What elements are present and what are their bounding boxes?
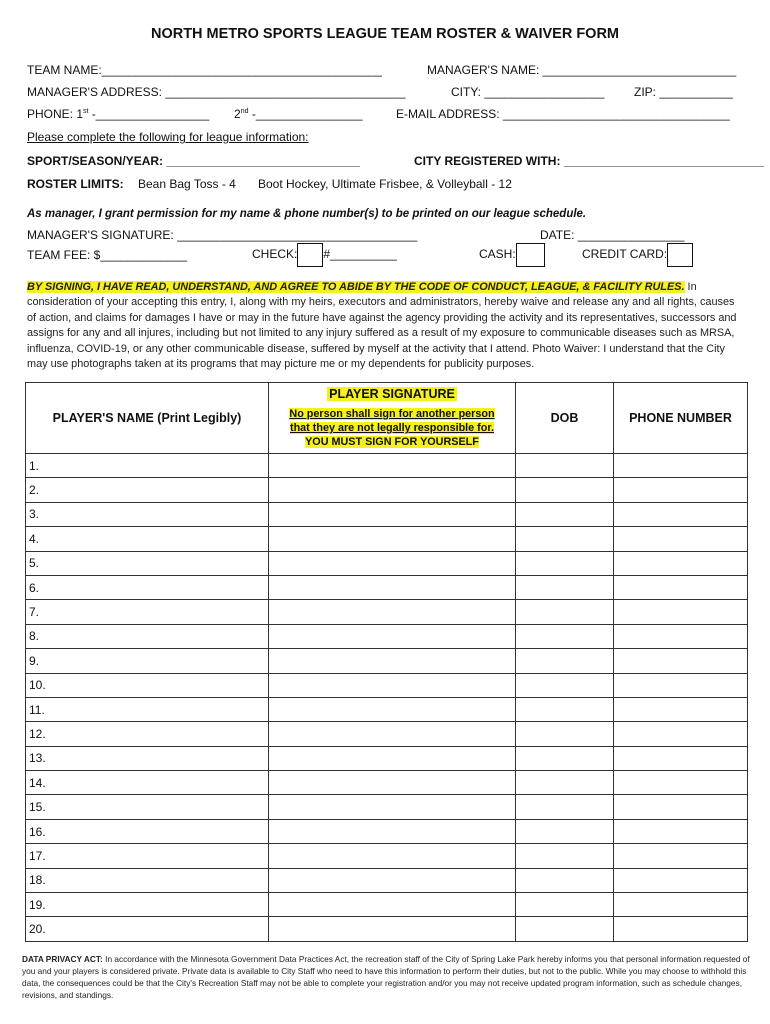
phone-cell[interactable] bbox=[614, 697, 748, 721]
player-name-cell[interactable] bbox=[26, 771, 269, 795]
dob-cell[interactable] bbox=[516, 893, 614, 917]
table-row bbox=[26, 771, 748, 795]
row-number: 15. bbox=[29, 800, 46, 815]
form-title: NORTH METRO SPORTS LEAGUE TEAM ROSTER & WAIVER FORM bbox=[150, 26, 620, 42]
player-name-cell[interactable] bbox=[26, 697, 269, 721]
table-row bbox=[26, 697, 748, 721]
roster-limits-label: ROSTER LIMITS: bbox=[27, 177, 124, 191]
row-number: 1. bbox=[29, 458, 40, 473]
city-registered-field[interactable]: CITY REGISTERED WITH: ______________________________ bbox=[414, 154, 764, 168]
player-signature-cell[interactable] bbox=[269, 722, 516, 746]
phone-1-label: PHONE: 1 bbox=[27, 107, 84, 121]
phone-cell[interactable] bbox=[614, 893, 748, 917]
table-row bbox=[26, 673, 748, 697]
phone-cell[interactable] bbox=[614, 551, 748, 575]
data-privacy-label: DATA PRIVACY ACT: bbox=[22, 954, 103, 964]
check-group bbox=[252, 243, 397, 267]
player-signature-cell[interactable] bbox=[269, 893, 516, 917]
email-field[interactable]: E-MAIL ADDRESS: __________________________________ bbox=[396, 107, 730, 121]
dob-cell[interactable] bbox=[516, 478, 614, 502]
table-row bbox=[26, 454, 748, 478]
zip-field[interactable]: ZIP: ___________ bbox=[634, 85, 733, 99]
phone-cell[interactable] bbox=[614, 527, 748, 551]
phone-cell[interactable] bbox=[614, 819, 748, 843]
sport-season-year-field[interactable]: SPORT/SEASON/YEAR: _____________________________ bbox=[27, 154, 360, 168]
table-row bbox=[26, 624, 748, 648]
player-signature-cell[interactable] bbox=[269, 551, 516, 575]
table-row bbox=[26, 575, 748, 599]
row-number: 6. bbox=[29, 580, 40, 595]
table-row bbox=[26, 844, 748, 868]
phone-2-label: 2 bbox=[234, 107, 241, 121]
player-name-cell[interactable] bbox=[26, 722, 269, 746]
player-signature-cell[interactable] bbox=[269, 502, 516, 526]
player-name-cell[interactable] bbox=[26, 868, 269, 892]
dob-cell[interactable] bbox=[516, 697, 614, 721]
player-signature-cell[interactable] bbox=[269, 746, 516, 770]
cash-checkbox[interactable] bbox=[516, 243, 545, 267]
phone-1-field[interactable] bbox=[27, 107, 209, 121]
table-row bbox=[26, 722, 748, 746]
row-number: 13. bbox=[29, 751, 46, 766]
row-number: 7. bbox=[29, 605, 40, 620]
phone-cell[interactable] bbox=[614, 917, 748, 941]
player-name-cell[interactable] bbox=[26, 673, 269, 697]
managers-address-field[interactable]: MANAGER'S ADDRESS: ____________________________________ bbox=[27, 85, 406, 99]
player-signature-cell[interactable] bbox=[269, 624, 516, 648]
table-row bbox=[26, 917, 748, 941]
phone-cell[interactable] bbox=[614, 771, 748, 795]
player-signature-cell[interactable] bbox=[269, 600, 516, 624]
row-number: 9. bbox=[29, 653, 40, 668]
roster-limit-teams: Boot Hockey, Ultimate Frisbee, & Volleyball - 12 bbox=[258, 177, 512, 191]
check-number-field[interactable]: #__________ bbox=[323, 247, 397, 262]
dob-cell[interactable] bbox=[516, 917, 614, 941]
table-row bbox=[26, 527, 748, 551]
signature-note bbox=[289, 407, 494, 449]
phone-1-sup: st bbox=[83, 108, 89, 115]
player-name-cell[interactable] bbox=[26, 649, 269, 673]
row-number: 12. bbox=[29, 726, 46, 741]
row-number: 4. bbox=[29, 531, 40, 546]
dob-cell[interactable] bbox=[516, 868, 614, 892]
permission-statement: As manager, I grant permission for my name & phone number(s) to be printed on our league schedule. bbox=[27, 208, 587, 220]
player-signature-cell[interactable] bbox=[269, 819, 516, 843]
data-privacy-notice bbox=[22, 953, 750, 1001]
dob-cell[interactable] bbox=[516, 502, 614, 526]
phone-2-sup: nd bbox=[240, 108, 249, 115]
table-row bbox=[26, 868, 748, 892]
dob-cell[interactable] bbox=[516, 771, 614, 795]
city-field[interactable]: CITY: __________________ bbox=[451, 85, 605, 99]
table-row bbox=[26, 893, 748, 917]
phone-2-field[interactable] bbox=[234, 107, 363, 121]
row-number: 14. bbox=[29, 775, 46, 790]
player-name-cell[interactable] bbox=[26, 551, 269, 575]
table-row bbox=[26, 795, 748, 819]
player-name-cell[interactable] bbox=[26, 454, 269, 478]
player-name-cell[interactable] bbox=[26, 600, 269, 624]
player-signature-cell[interactable] bbox=[269, 527, 516, 551]
roster-header-row bbox=[26, 383, 748, 454]
player-name-cell[interactable] bbox=[26, 502, 269, 526]
player-name-cell[interactable] bbox=[26, 527, 269, 551]
player-signature-cell[interactable] bbox=[269, 478, 516, 502]
row-number: 17. bbox=[29, 848, 46, 863]
player-name-cell[interactable] bbox=[26, 746, 269, 770]
player-name-cell[interactable] bbox=[26, 917, 269, 941]
dob-cell[interactable] bbox=[516, 795, 614, 819]
row-number: 20. bbox=[29, 922, 46, 937]
phone-cell[interactable] bbox=[614, 746, 748, 770]
row-number: 5. bbox=[29, 556, 40, 571]
phone-cell[interactable] bbox=[614, 624, 748, 648]
player-signature-heading: PLAYER SIGNATURE bbox=[329, 387, 455, 401]
dob-cell[interactable] bbox=[516, 600, 614, 624]
player-signature-cell[interactable] bbox=[269, 697, 516, 721]
col-header-player-signature bbox=[269, 383, 516, 454]
phone-cell[interactable] bbox=[614, 454, 748, 478]
table-row bbox=[26, 746, 748, 770]
check-label: CHECK: bbox=[252, 247, 298, 262]
dob-cell[interactable] bbox=[516, 454, 614, 478]
dob-cell[interactable] bbox=[516, 819, 614, 843]
phone-cell[interactable] bbox=[614, 600, 748, 624]
waiver-body: In consideration of your accepting this entry, I, along with my heirs, executors and administrators, hereby waive and release any and all rights, causes of action, and claims for damages I have or may in the future have against the agency providing the activity and its representatives, successors and assigns for any and all injures, including but not limited to any injury suffered as a result of my exposure to communicable diseases such as MRSA, influenza, COVID-19, or any other communicable disease, suffered by myself at the activity that I attend. Photo Waiver: I understand that the City may use photographs taken at its programs that may picture me or my dependents for publicity purposes. bbox=[27, 281, 737, 371]
player-signature-cell[interactable] bbox=[269, 454, 516, 478]
phone-cell[interactable] bbox=[614, 795, 748, 819]
row-number: 2. bbox=[29, 483, 40, 498]
credit-card-group bbox=[582, 243, 693, 267]
player-name-cell[interactable] bbox=[26, 575, 269, 599]
dob-cell[interactable] bbox=[516, 624, 614, 648]
roster-table bbox=[25, 382, 748, 942]
waiver-lead: BY SIGNING, I HAVE READ, UNDERSTAND, AND AGREE TO ABIDE BY THE CODE OF CONDUCT, LEAGUE, & FACILITY RULES. bbox=[27, 281, 685, 293]
phone-cell[interactable] bbox=[614, 868, 748, 892]
phone-cell[interactable] bbox=[614, 673, 748, 697]
player-signature-cell[interactable] bbox=[269, 844, 516, 868]
credit-card-checkbox[interactable] bbox=[667, 243, 693, 267]
player-name-cell[interactable] bbox=[26, 893, 269, 917]
player-signature-cell[interactable] bbox=[269, 771, 516, 795]
player-signature-cell[interactable] bbox=[269, 649, 516, 673]
team-fee-field[interactable]: TEAM FEE: $_____________ bbox=[27, 248, 188, 262]
player-name-cell[interactable] bbox=[26, 844, 269, 868]
dob-cell[interactable] bbox=[516, 551, 614, 575]
phone-2-line: -________________ bbox=[248, 107, 363, 121]
row-number: 11. bbox=[29, 702, 45, 717]
col-header-dob: DOB bbox=[516, 383, 614, 454]
player-signature-cell[interactable] bbox=[269, 868, 516, 892]
table-row bbox=[26, 551, 748, 575]
roster-limit-bean-bag: Bean Bag Toss - 4 bbox=[138, 177, 236, 191]
table-row bbox=[26, 502, 748, 526]
player-name-cell[interactable] bbox=[26, 624, 269, 648]
please-complete-note: Please complete the following for league information: bbox=[27, 130, 309, 144]
dob-cell[interactable] bbox=[516, 746, 614, 770]
cash-label: CASH: bbox=[479, 247, 516, 262]
managers-name-field[interactable]: MANAGER'S NAME: _____________________________ bbox=[427, 63, 737, 77]
table-row bbox=[26, 819, 748, 843]
managers-signature-field[interactable]: MANAGER'S SIGNATURE: ____________________________________ bbox=[27, 228, 418, 242]
data-privacy-text: In accordance with the Minnesota Government Data Practices Act, the recreation staff of the City of Spring Lake Park hereby informs you that personal information requested of you and your players is considered private. Private data is available to City Staff who need to have this information to perform their duties, but not to the public. While you may choose to withhold this data, the consequences could be that the City's Recreation Staff may not be able to complete your registration and/or you may not receive updated program information, such as schedule changes, revisions, and standings. bbox=[22, 954, 750, 1000]
phone-1-line: -_________________ bbox=[88, 107, 210, 121]
player-signature-cell[interactable] bbox=[269, 917, 516, 941]
col-header-phone: PHONE NUMBER bbox=[614, 383, 748, 454]
phone-cell[interactable] bbox=[614, 722, 748, 746]
team-name-field[interactable]: TEAM NAME:__________________________________________ bbox=[27, 63, 382, 77]
phone-cell[interactable] bbox=[614, 649, 748, 673]
row-number: 3. bbox=[29, 507, 40, 522]
dob-cell[interactable] bbox=[516, 575, 614, 599]
player-signature-cell[interactable] bbox=[269, 673, 516, 697]
row-number: 18. bbox=[29, 873, 46, 888]
dob-cell[interactable] bbox=[516, 649, 614, 673]
player-name-cell[interactable] bbox=[26, 795, 269, 819]
row-number: 10. bbox=[29, 678, 46, 693]
dob-cell[interactable] bbox=[516, 722, 614, 746]
credit-card-label: CREDIT CARD: bbox=[582, 247, 668, 262]
row-number: 19. bbox=[29, 897, 46, 912]
signature-note-line-3: YOU MUST SIGN FOR YOURSELF bbox=[305, 436, 479, 448]
table-row bbox=[26, 600, 748, 624]
cash-group bbox=[479, 243, 545, 267]
dob-cell[interactable] bbox=[516, 527, 614, 551]
row-number: 16. bbox=[29, 824, 46, 839]
table-row bbox=[26, 649, 748, 673]
phone-cell[interactable] bbox=[614, 478, 748, 502]
waiver-text bbox=[27, 280, 745, 372]
phone-cell[interactable] bbox=[614, 575, 748, 599]
row-number: 8. bbox=[29, 629, 40, 644]
date-field[interactable]: DATE: ________________ bbox=[540, 228, 685, 242]
dob-cell[interactable] bbox=[516, 673, 614, 697]
phone-cell[interactable] bbox=[614, 502, 748, 526]
player-name-cell[interactable] bbox=[26, 478, 269, 502]
player-name-cell[interactable] bbox=[26, 819, 269, 843]
col-header-player-name: PLAYER'S NAME (Print Legibly) bbox=[26, 383, 269, 454]
signature-note-line-1: No person shall sign for another person bbox=[289, 408, 495, 420]
player-signature-cell[interactable] bbox=[269, 795, 516, 819]
check-checkbox[interactable] bbox=[297, 243, 323, 267]
table-row bbox=[26, 478, 748, 502]
phone-cell[interactable] bbox=[614, 844, 748, 868]
dob-cell[interactable] bbox=[516, 844, 614, 868]
signature-note-line-2: that they are not legally responsible for. bbox=[289, 422, 494, 434]
player-signature-cell[interactable] bbox=[269, 575, 516, 599]
